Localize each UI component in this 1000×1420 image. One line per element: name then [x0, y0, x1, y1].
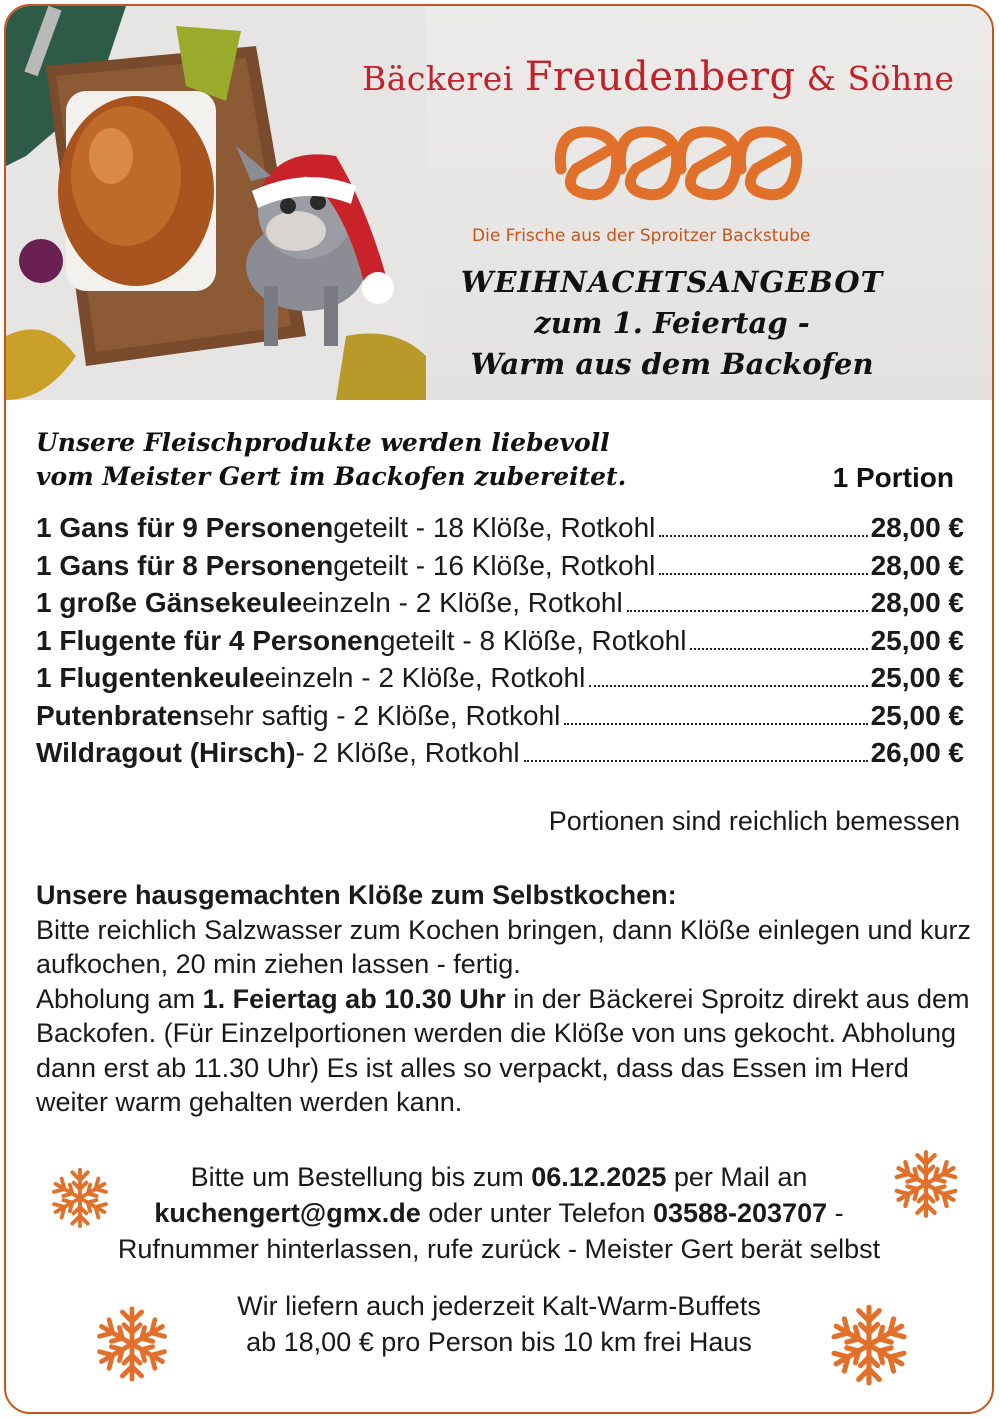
menu-item-price: 28,00 €: [870, 587, 964, 618]
menu-row: [36, 737, 964, 775]
menu-item-price: 26,00 €: [870, 737, 964, 768]
menu-row: [36, 550, 964, 588]
pickup-info: [36, 982, 972, 1120]
menu-item-price: 25,00 €: [870, 624, 964, 656]
leader-dots: [659, 573, 867, 575]
menu-item-name: 1 Flugentenkeule: [36, 662, 265, 693]
menu-item-desc: geteilt - 18 Klöße, Rotkohl: [333, 512, 656, 543]
order-intro: Bitte um Bestellung bis zum: [190, 1162, 532, 1192]
menu-item-desc: geteilt - 16 Klöße, Rotkohl: [333, 549, 656, 581]
brand-word-baeckerei: Bäckerei: [362, 59, 514, 98]
offer-line-1: WEIHNACHTSANGEBOT: [460, 265, 884, 299]
menu-item-name: 1 Flugente für 4 Personen: [36, 624, 380, 656]
menu-item-name: 1 Gans für 9 Personen: [36, 512, 334, 543]
menu-item-desc: einzeln - 2 Klöße, Rotkohl: [264, 662, 586, 693]
pretzel-logo: [546, 114, 806, 214]
snowflake-icon: [48, 1166, 112, 1230]
homemade-section: [36, 878, 972, 1120]
snowflake-icon: [92, 1304, 172, 1384]
menu-item-desc: sehr saftig - 2 Klöße, Rotkohl: [199, 699, 561, 731]
order-via-mail: per Mail an: [666, 1162, 808, 1192]
tagline: Die Frische aus der Sproitzer Backstube: [472, 226, 811, 246]
menu-item-name: Putenbraten: [36, 699, 200, 731]
offer-line-2: zum 1. Feiertag -: [534, 306, 810, 340]
leader-dots: [524, 760, 868, 762]
brand-word-freudenberg: Freudenberg: [524, 54, 796, 100]
leader-dots: [627, 610, 868, 612]
menu-item-name: Wildragout (Hirsch): [36, 737, 296, 768]
offer-heading: [412, 262, 932, 385]
leader-dots: [690, 648, 867, 650]
order-info: [6, 1159, 992, 1267]
menu-item-name: 1 große Gänsekeule: [36, 587, 303, 618]
flyer-frame: [4, 4, 994, 1414]
menu-row: [36, 512, 964, 550]
menu-item-price: 25,00 €: [870, 699, 964, 731]
leader-dots: [564, 723, 867, 725]
portion-note: Portionen sind reichlich bemessen: [548, 806, 960, 836]
order-line-3: Rufnummer hinterlassen, rufe zurück - Meister Gert berät selbst: [117, 1234, 881, 1264]
order-line-1: [6, 1159, 992, 1195]
menu-item-desc: - 2 Klöße, Rotkohl: [295, 737, 520, 768]
homemade-heading: Unsere hausgemachten Klöße zum Selbstkochen:: [36, 880, 677, 910]
menu-item-price: 28,00 €: [870, 549, 964, 581]
menu-item-price: 28,00 €: [870, 512, 964, 543]
menu-row: [36, 587, 964, 625]
intro-line-2: vom Meister Gert im Backofen zubereitet.: [36, 462, 627, 491]
menu-row: [36, 700, 964, 738]
menu-row: [36, 625, 964, 663]
order-deadline: 06.12.2025: [531, 1162, 667, 1192]
phone-intro: oder unter Telefon: [420, 1198, 653, 1228]
snowflake-icon: [890, 1148, 962, 1220]
menu-item-price: 25,00 €: [870, 662, 964, 693]
pickup-intro: Abholung am: [36, 983, 203, 1014]
menu-item-desc: geteilt - 8 Klöße, Rotkohl: [379, 624, 687, 656]
pickup-details: in der Bäckerei Sproitz direkt aus dem Backofen. (Für Einzelportionen werden die Klöße von uns gekocht. Abholung dann erst ab 11.30 Uhr) Es ist alles so verpackt, dass das Essen im Herd weiter warm gehalten werden kann.: [36, 983, 970, 1117]
brand-word-soehne: & Söhne: [806, 59, 955, 98]
phone-suffix: -: [827, 1198, 844, 1228]
leader-dots: [659, 535, 867, 537]
intro-text: [36, 426, 626, 494]
cooking-instructions: Bitte reichlich Salzwasser zum Kochen bringen, dann Klöße einlegen und kurz aufkochen, 20 min ziehen lassen - fertig.: [36, 914, 972, 979]
intro-line-1: Unsere Fleischprodukte werden liebevoll: [36, 428, 610, 457]
delivery-line-1: Wir liefern auch jederzeit Kalt-Warm-Buffets: [237, 1291, 761, 1321]
menu-row: [36, 662, 964, 700]
delivery-line-2: ab 18,00 € pro Person bis 10 km frei Haus: [246, 1327, 752, 1357]
menu-list: [36, 512, 964, 775]
snowflake-icon: [826, 1302, 912, 1388]
order-line-2: [6, 1195, 992, 1231]
menu-item-name: 1 Gans für 8 Personen: [36, 549, 334, 581]
pickup-time: 1. Feiertag ab 10.30 Uhr: [202, 983, 506, 1014]
leader-dots: [589, 685, 867, 687]
menu-item-desc: einzeln - 2 Klöße, Rotkohl: [302, 587, 623, 618]
phone-number[interactable]: 03588-203707: [652, 1198, 828, 1228]
offer-line-3: Warm aus dem Backofen: [470, 347, 874, 381]
email-link[interactable]: kuchengert@gmx.de: [154, 1198, 421, 1228]
brand-name: [362, 54, 955, 100]
portion-header: 1 Portion: [832, 462, 954, 493]
header-banner: [6, 6, 992, 400]
